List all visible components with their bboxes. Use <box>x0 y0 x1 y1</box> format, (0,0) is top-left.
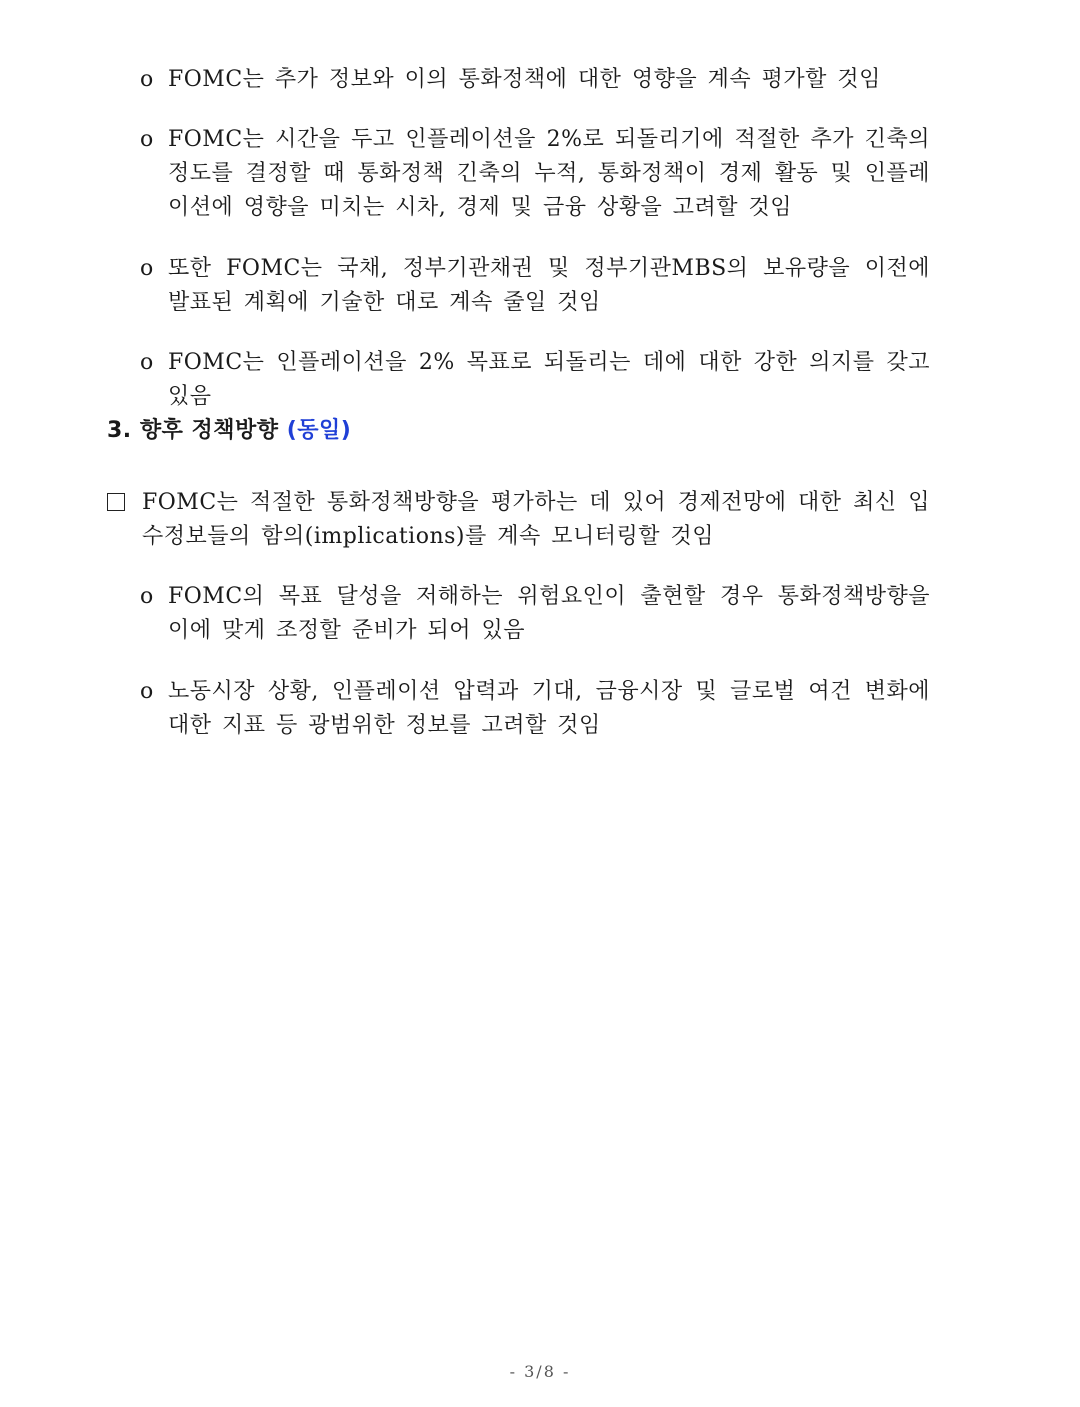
bullet-marker: o <box>140 67 154 92</box>
bullet-inflation-commitment <box>140 346 930 414</box>
bullet-marker: o <box>140 584 154 609</box>
bullet-broad-information <box>140 675 930 743</box>
bullet-additional-tightening <box>140 123 930 225</box>
bullet-marker: o <box>140 350 154 375</box>
bullet-text: FOMC는 인플레이션을 2% 목표로 되돌리는 데에 대한 강한 의지를 갖고 있음 <box>168 350 930 409</box>
checkbox-square-icon <box>107 493 125 511</box>
bullet-adjust-policy <box>140 580 930 648</box>
bullet-balance-sheet-reduction <box>140 252 930 320</box>
box-bullet-monitoring <box>107 486 930 554</box>
box-bullet-text: FOMC는 적절한 통화정책방향을 평가하는 데 있어 경제전망에 대한 최신 입수정보들의 함의(implications)를 계속 모니터링할 것임 <box>142 490 930 549</box>
bullet-marker: o <box>140 127 154 152</box>
bullet-text: 노동시장 상황, 인플레이션 압력과 기대, 금융시장 및 글로벌 여건 변화에 대한 지표 등 광범위한 정보를 고려할 것임 <box>168 679 930 738</box>
section-heading <box>107 414 351 448</box>
bullet-text: FOMC는 추가 정보와 이의 통화정책에 대한 영향을 계속 평가할 것임 <box>168 67 881 92</box>
bullet-marker: o <box>140 679 154 704</box>
bullet-evaluate-information <box>140 63 930 97</box>
section-note: (동일) <box>286 418 352 443</box>
section-number: 3. <box>107 418 132 443</box>
bullet-marker: o <box>140 256 154 281</box>
page-number: - 3/8 - <box>509 1362 571 1381</box>
section-title: 향후 정책방향 <box>139 418 279 443</box>
bullet-text: FOMC의 목표 달성을 저해하는 위험요인이 출현할 경우 통화정책방향을 이에 맞게 조정할 준비가 되어 있음 <box>168 584 930 643</box>
bullet-text: FOMC는 시간을 두고 인플레이션을 2%로 되돌리기에 적절한 추가 긴축의 정도를 결정할 때 통화정책 긴축의 누적, 통화정책이 경제 활동 및 인플레이션에 영향을 미치는 시차, 경제 및 금융 상황을 고려할 것임 <box>168 127 930 220</box>
bullet-text: 또한 FOMC는 국채, 정부기관채권 및 정부기관MBS의 보유량을 이전에 발표된 계획에 기술한 대로 계속 줄일 것임 <box>168 256 930 315</box>
